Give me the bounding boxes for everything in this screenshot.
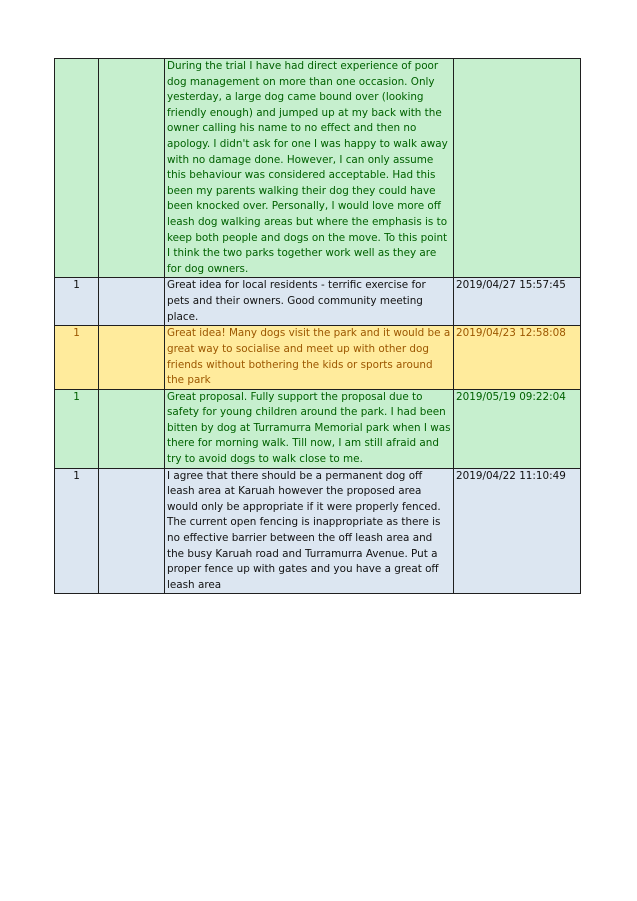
date-cell[interactable]: 2019/04/27 15:57:45	[454, 278, 581, 326]
date-cell[interactable]: 2019/04/22 11:10:49	[454, 468, 581, 594]
comment-cell[interactable]: Great idea! Many dogs visit the park and it would be a great way to socialise and meet up with other dog friends without bothering the kids or sports around the park	[165, 326, 454, 389]
comment-cell[interactable]: Great proposal. Fully support the proposal due to safety for young children around the park. I had been bitten by dog at Turramurra Memorial park when I was there for morning walk. Till now, I am still afraid and try to avoid dogs to walk close to me.	[165, 389, 454, 468]
date-cell[interactable]: 2019/05/19 09:22:04	[454, 389, 581, 468]
table-row	[55, 389, 581, 468]
extra-cell[interactable]	[99, 326, 165, 389]
count-cell[interactable]: 1	[55, 278, 99, 326]
comment-cell[interactable]: Great idea for local residents - terrific exercise for pets and their owners. Good community meeting place.	[165, 278, 454, 326]
extra-cell[interactable]	[99, 468, 165, 594]
table-row	[55, 468, 581, 594]
extra-cell[interactable]	[99, 59, 165, 278]
comment-cell[interactable]: During the trial I have had direct experience of poor dog management on more than one occasion. Only yesterday, a large dog came bound over (looking friendly enough) and jumped up at my back with the owner calling his name to no effect and then no apology. I didn't ask for one I was happy to walk away with no damage done. However, I can only assume this behaviour was considered acceptable. Had this been my parents walking their dog they could have been knocked over. Personally, I would love more off leash dog walking areas but where the emphasis is to keep both people and dogs on the move. To this point I think the two parks together work well as they are for dog owners.	[165, 59, 454, 278]
table-row	[55, 59, 581, 278]
comment-cell[interactable]: I agree that there should be a permanent dog off leash area at Karuah however the proposed area would only be appropriate if it were properly fenced. The current open fencing is inappropriate as there is no effective barrier between the off leash area and the busy Karuah road and Turramurra Avenue. Put a proper fence up with gates and you have a great off leash area	[165, 468, 454, 594]
count-cell[interactable]: 1	[55, 468, 99, 594]
table-row	[55, 326, 581, 389]
extra-cell[interactable]	[99, 278, 165, 326]
date-cell[interactable]: 2019/04/23 12:58:08	[454, 326, 581, 389]
comments-table	[54, 58, 581, 594]
count-cell[interactable]: 1	[55, 326, 99, 389]
count-cell[interactable]: 1	[55, 389, 99, 468]
count-cell[interactable]	[55, 59, 99, 278]
table-row	[55, 278, 581, 326]
extra-cell[interactable]	[99, 389, 165, 468]
date-cell[interactable]	[454, 59, 581, 278]
